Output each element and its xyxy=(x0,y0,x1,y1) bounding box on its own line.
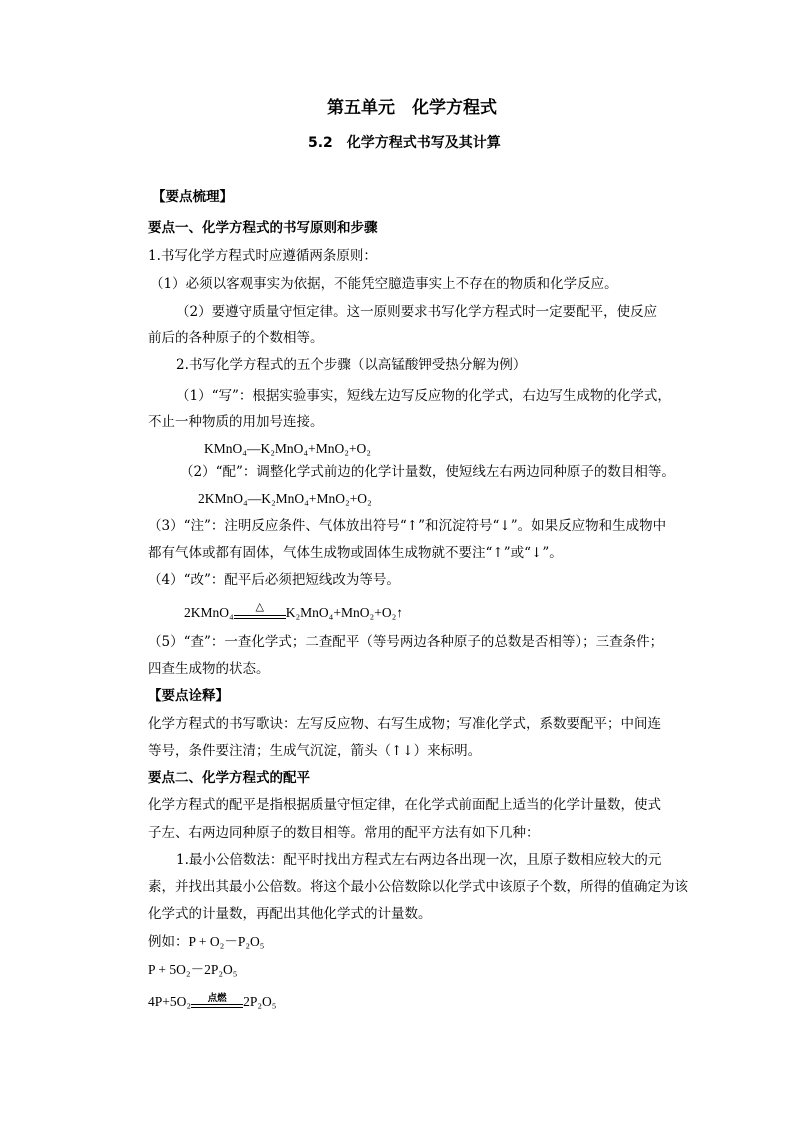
equation-write-step: KMnO₄—K₂MnO₄+MnO₂+O₂ xyxy=(204,441,372,456)
point1-paragraph: 都有气体或都有固体，气体生成物或固体生成物就不要注“↑”或“↓”。 xyxy=(148,545,563,561)
point2-heading: 要点二、化学方程式的配平 xyxy=(148,770,310,786)
equation-final-step xyxy=(184,603,403,623)
page-subtitle: 5.2 化学方程式书写及其计算 xyxy=(308,135,501,151)
point1-paragraph: 不止一种物质的用加号连接。 xyxy=(148,414,324,430)
equation-reactants: 2KMnO₄ xyxy=(184,605,234,620)
explanation-heading: 【要点诠释】 xyxy=(148,688,229,704)
example-reactants: 4P+5O₂ xyxy=(148,994,192,1009)
point1-paragraph: 1.书写化学方程式时应遵循两条原则： xyxy=(148,248,377,264)
point1-heading: 要点一、化学方程式的书写原则和步骤 xyxy=(148,220,378,236)
point2-paragraph: 素，并找出其最小公倍数。将这个最小公倍数除以化学式中该原子个数，所得的值确定为该 xyxy=(148,879,688,895)
equation-products: K₂MnO₄+MnO₂+O₂↑ xyxy=(285,605,404,620)
ignite-condition-label: 点燃 xyxy=(207,993,227,1004)
section-heading-key-points: 【要点梳理】 xyxy=(152,189,233,205)
point1-paragraph: 前后的各种原子的个数相等。 xyxy=(148,330,324,346)
explanation-paragraph: 等号，条件要注清；生成气沉淀，箭头（↑↓）来标明。 xyxy=(148,743,482,759)
point1-paragraph: 2.书写化学方程式的五个步骤（以高锰酸钾受热分解为例） xyxy=(176,357,527,373)
point1-paragraph: （5）“查”：一查化学式；二查配平（等号两边各种原子的总数是否相等）；三查条件； xyxy=(148,634,664,650)
point2-paragraph: 子左、右两边同种原子的数目相等。常用的配平方法有如下几种： xyxy=(148,825,540,841)
point1-paragraph: （3）“注”：注明反应条件、气体放出符号“↑”和沉淀符号“↓”。如果反应物和生成物中 xyxy=(148,518,667,534)
point1-paragraph: 四查生成物的状态。 xyxy=(148,661,270,677)
point2-paragraph: 1.最小公倍数法：配平时找出方程式左右两边各出现一次，且原子数相应较大的元 xyxy=(176,852,662,868)
example-equation-2: P + 5O₂－2P₂O₅ xyxy=(148,962,238,977)
point2-paragraph: 化学式的计量数，再配出其他化学式的计量数。 xyxy=(148,906,432,922)
point1-paragraph: （2）要遵守质量守恒定律。这一原则要求书写化学方程式时一定要配平，使反应 xyxy=(176,304,658,320)
point1-paragraph: （2）“配”：调整化学式前边的化学计量数，使短线左右两边同种原子的数目相等。 xyxy=(180,464,675,480)
point2-paragraph: 化学方程式的配平是指根据质量守恒定律，在化学式前面配上适当的化学计量数，使式 xyxy=(148,797,661,813)
page-title: 第五单元 化学方程式 xyxy=(327,98,497,118)
example-equation-1: 例如：P + O₂－P₂O₅ xyxy=(148,934,265,949)
point1-paragraph: （1）“写”：根据实验事实，短线左边写反应物的化学式，右边写生成物的化学式， xyxy=(176,388,671,404)
example-products: 2P₂O₅ xyxy=(243,994,277,1009)
point1-paragraph: （1）必须以客观事实为依据，不能凭空臆造事实上不存在的物质和化学反应。 xyxy=(150,276,618,292)
point1-paragraph: （4）“改”：配平后必须把短线改为等号。 xyxy=(148,572,400,588)
reaction-condition-sign xyxy=(234,603,286,623)
reaction-condition-sign xyxy=(191,992,243,1012)
heat-condition-label: △ xyxy=(255,601,264,613)
equation-balance-step: 2KMnO₄—K₂MnO₄+MnO₂+O₂ xyxy=(198,491,372,506)
explanation-paragraph: 化学方程式的书写歌诀：左写反应物、右写生成物；写准化学式，系数要配平；中间连 xyxy=(148,716,661,732)
example-equation-3 xyxy=(148,992,277,1012)
